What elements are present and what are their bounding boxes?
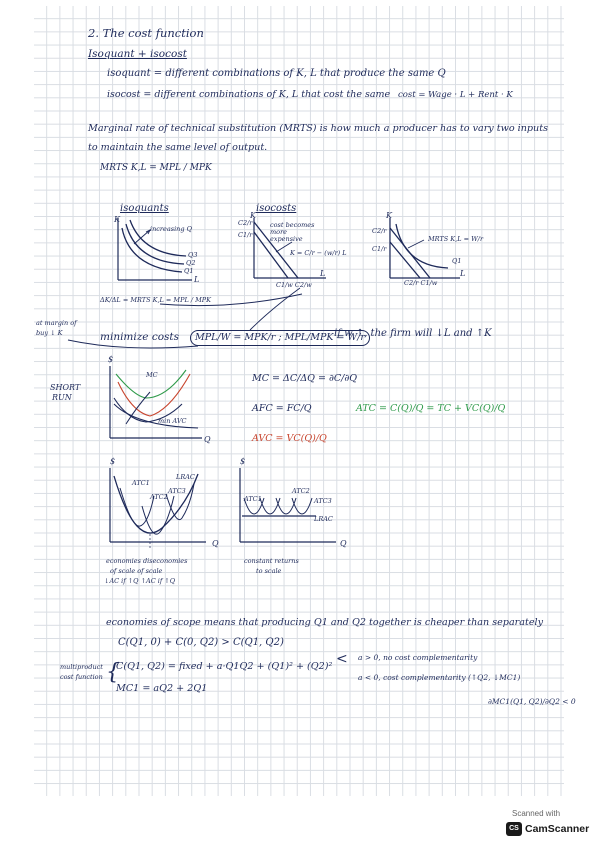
tangency-x-label: L xyxy=(460,269,466,278)
lrac-constant-graph xyxy=(236,466,342,548)
input-substitution-effect: if w ↑, the firm will ↓L and ↑K xyxy=(334,328,492,339)
scope-definition: economies of scope means that producing Q1 and Q2 together is cheaper than separately xyxy=(106,617,543,628)
lrac-economies-graph xyxy=(106,466,212,548)
isocosts-title: isocosts xyxy=(256,203,297,214)
lrac1-atc2-label: ATC2 xyxy=(150,493,168,501)
avc-formula: AVC = VC(Q)/Q xyxy=(252,433,327,444)
isocosts-x-label: L xyxy=(320,269,326,278)
isoquants-y-label: K xyxy=(114,215,120,224)
mrts-formula: MRTS K,L = MPL / MPK xyxy=(100,163,212,173)
brace-symbol: { xyxy=(106,660,120,685)
lrac2-atc3-label: ATC3 xyxy=(314,497,332,505)
cost-formula: cost = Wage · L + Rent · K xyxy=(398,90,513,100)
short-run-label-1: SHORT xyxy=(50,383,81,392)
isoquant-isocost-heading: Isoquant + isocost xyxy=(88,48,187,60)
side-note-line-1: at margin of xyxy=(36,319,77,327)
lrac2-caption-2: to scale xyxy=(256,567,282,575)
isocost-note: cost becomes more expensive xyxy=(270,221,315,244)
isoquant-q3-label: Q3 xyxy=(188,251,198,259)
tangency-y-intercept-c1: C1/r xyxy=(372,245,387,253)
mrts-definition-line-1: Marginal rate of technical substitution (MRTS) is how much a producer has to vary two inputs xyxy=(88,123,548,134)
isoquants-title: isoquants xyxy=(120,203,169,214)
lrac2-label: LRAC xyxy=(314,515,333,523)
camscanner-brand: CamScanner xyxy=(525,823,590,835)
mrts-definition-line-2: to maintain the same level of output. xyxy=(88,142,268,153)
isoquants-x-label: L xyxy=(194,275,200,284)
camscanner-badge xyxy=(500,808,590,842)
tangency-y-label: K xyxy=(386,211,392,220)
isoquant-definition: isoquant = different combinations of K, L that produce the same Q xyxy=(107,68,446,79)
lrac2-x-axis: Q xyxy=(340,539,347,548)
isocost-y-intercept-c2: C2/r xyxy=(238,219,253,227)
multiproduct-label-2: cost function xyxy=(60,673,103,681)
mc-derivative: ∂MC1(Q1, Q2)/∂Q2 < 0 xyxy=(488,697,576,706)
camscanner-logo-icon: CS xyxy=(506,822,522,836)
lrac2-atc2-label: ATC2 xyxy=(292,487,310,495)
short-run-x-axis: Q xyxy=(204,435,211,444)
atc-formula: ATC = C(Q)/Q = TC + VC(Q)/Q xyxy=(356,403,506,414)
tangency-y-intercept-c2: C2/r xyxy=(372,227,387,235)
tangency-mrts-label: MRTS K,L = W/r xyxy=(428,235,484,243)
afc-formula: AFC = FC/Q xyxy=(252,403,312,414)
isocost-equation: K = C/r − (w/r) L xyxy=(290,249,347,257)
case-a-negative: a < 0, cost complementarity (↑Q2, ↓MC1) xyxy=(358,673,521,682)
isocost-definition: isocost = different combinations of K, L that cost the same xyxy=(107,89,391,100)
isoquant-q1-label: Q1 xyxy=(184,267,194,275)
tangency-q1-label: Q1 xyxy=(452,257,462,265)
marginal-cost-q1: MC1 = aQ2 + 2Q1 xyxy=(116,683,208,694)
tangency-x-intercepts: C2/r C1/w xyxy=(404,279,438,287)
side-note-line-2: buy ↓ K xyxy=(36,329,63,337)
isocosts-y-label: K xyxy=(250,211,256,220)
lrac2-caption-1: constant returns xyxy=(244,557,299,565)
lrac1-label: LRAC xyxy=(176,473,195,481)
lrac1-atc3-label: ATC3 xyxy=(168,487,186,495)
lrac1-x-axis: Q xyxy=(212,539,219,548)
minimize-costs-label: minimize costs xyxy=(100,331,180,343)
lrac2-y-axis: $ xyxy=(240,457,246,466)
increasing-q-label: increasing Q xyxy=(150,225,192,233)
lrac1-caption-2: of scale of scale xyxy=(110,567,163,575)
scanned-with-text: Scanned with xyxy=(512,809,561,818)
page-title: 2. The cost function xyxy=(88,26,204,40)
lrac1-caption-3: ↓AC if ↑Q ↑AC if ↑Q xyxy=(104,577,176,585)
short-run-y-axis: $ xyxy=(108,355,114,364)
lrac1-y-axis: $ xyxy=(110,457,116,466)
isoquant-q2-label: Q2 xyxy=(186,259,196,267)
multiproduct-label-1: multiproduct xyxy=(60,663,103,671)
short-run-min-avc-label: min AVC xyxy=(158,417,187,425)
lrac1-atc1-label: ATC1 xyxy=(132,479,150,487)
short-run-mc-label: MC xyxy=(146,371,158,379)
isoquant-slope-note: ΔK/ΔL = MRTS K,L = MPL / MPK xyxy=(100,296,211,304)
lrac1-caption-1: economies diseconomies xyxy=(106,557,188,565)
multiproduct-cost-function: C(Q1, Q2) = fixed + a·Q1Q2 + (Q1)² + (Q2)² xyxy=(116,661,333,672)
isocost-x-intercepts: C1/w C2/w xyxy=(276,281,312,289)
case-a-positive: a > 0, no cost complementarity xyxy=(358,653,478,662)
minimize-costs-formula: MPL/W = MPK/r ; MPL/MPK = W/r xyxy=(190,330,370,346)
lrac2-atc1-label: ATC1 xyxy=(244,495,262,503)
mc-formula: MC = ΔC/ΔQ = ∂C/∂Q xyxy=(252,373,358,384)
case-bracket: < xyxy=(336,651,348,667)
isocost-y-intercept-c1: C1/r xyxy=(238,231,253,239)
scope-inequality: C(Q1, 0) + C(0, Q2) > C(Q1, Q2) xyxy=(118,637,284,648)
short-run-label-2: RUN xyxy=(52,393,72,402)
